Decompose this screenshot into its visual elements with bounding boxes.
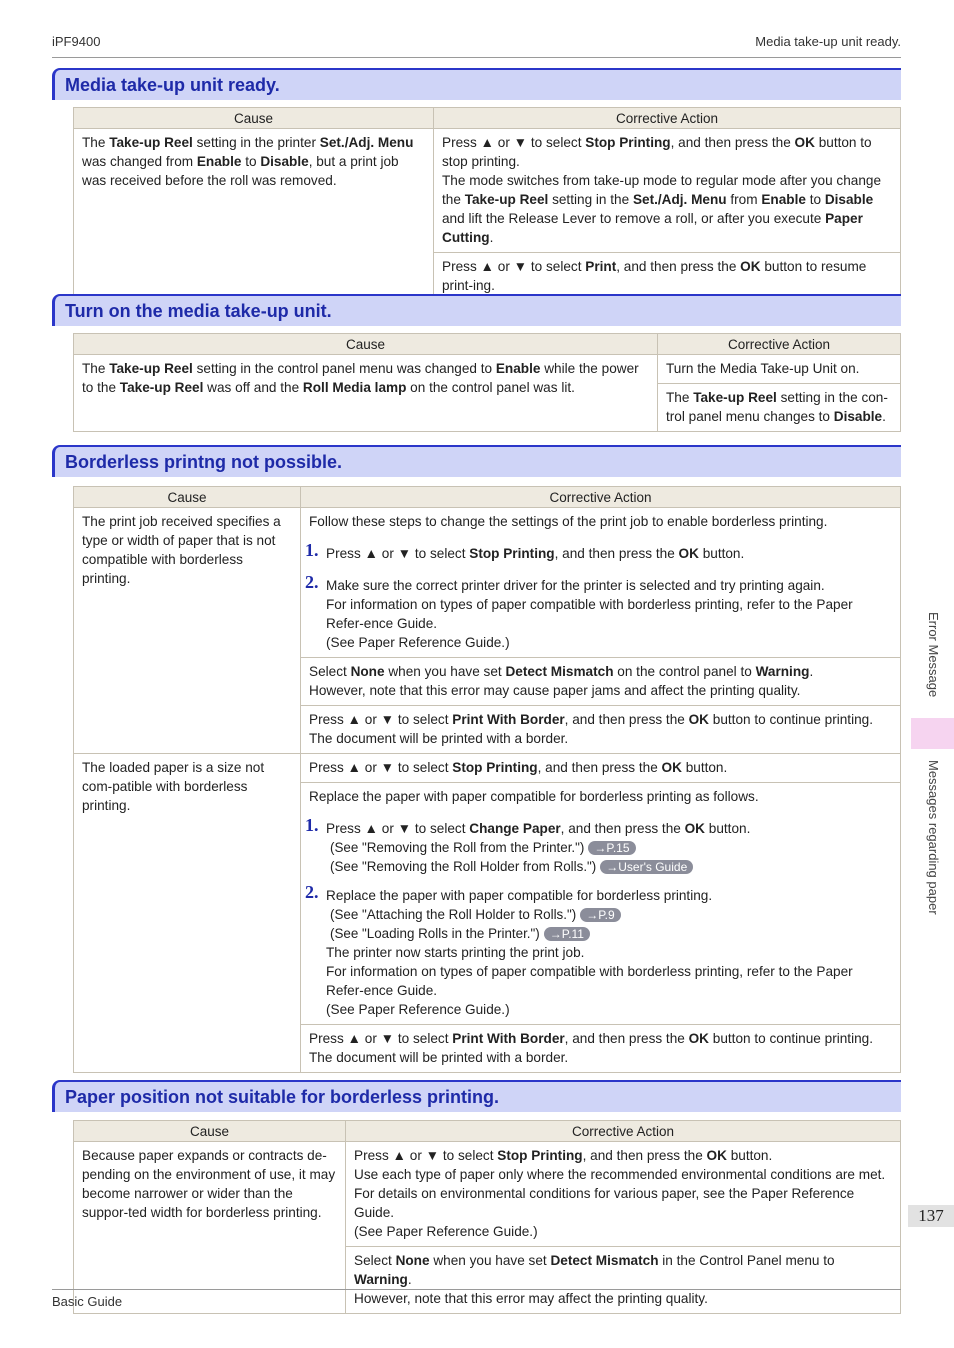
step-number: 1. (305, 540, 319, 560)
action-cell: Select None when you have set Detect Mismatch on the control panel to Warning. However, note that this error may cause paper jams and affect the printing quality. (301, 658, 901, 706)
cause-cell: The print job received specifies a type or width of paper that is not compatible with borderless printing. (74, 508, 301, 754)
action-cell: Press ▲ or ▼ to select Stop Printing, and then press the OK button. Use each type of paper only where the recommended environmental conditions are met. For details on environmental conditions for various paper, see the Paper Reference Guide. (See Paper Reference Guide.) (346, 1142, 901, 1247)
cause-action-table (73, 333, 901, 432)
step-item (305, 882, 892, 1019)
step-item (305, 540, 892, 563)
page-link[interactable]: →P.9 (580, 908, 620, 922)
action-cell: Press ▲ or ▼ to select Stop Printing, and then press the OK button. (301, 754, 901, 783)
section-heading (52, 1080, 901, 1112)
column-header-action: Corrective Action (658, 334, 901, 355)
action-cell: The Take-up Reel setting in the con-trol panel menu changes to Disable. (658, 384, 901, 432)
column-header-action: Corrective Action (346, 1121, 901, 1142)
page-link[interactable]: →User's Guide (600, 860, 693, 874)
step-item (305, 815, 892, 876)
column-header-cause: Cause (74, 108, 434, 129)
header-divider (52, 57, 901, 58)
action-intro: Replace the paper with paper compatible for borderless printing as follows. (309, 789, 759, 804)
cause-action-table (73, 486, 901, 1073)
footer-divider (52, 1289, 901, 1290)
see-text: (See "Loading Rolls in the Printer.") (330, 926, 540, 941)
section-heading (52, 68, 901, 100)
section-heading (52, 294, 901, 326)
page-link[interactable]: →P.11 (544, 927, 590, 941)
step-number: 2. (305, 572, 319, 592)
action-cell (301, 508, 901, 658)
column-header-cause: Cause (74, 334, 658, 355)
action-cell (301, 783, 901, 1025)
cause-cell: The loaded paper is a size not com-patible with borderless printing. (74, 754, 301, 1073)
see-text: (See "Attaching the Roll Holder to Rolls.") (330, 907, 577, 922)
section-paper-position (52, 1080, 901, 1314)
cause-cell: The Take-up Reel setting in the printer Set./Adj. Menu was changed from Enable to Disable, but a print job was received before the roll was removed. (74, 129, 434, 301)
action-cell: Press ▲ or ▼ to select Print, and then press the OK button to resume print-ing. (434, 253, 901, 301)
section-heading (52, 445, 901, 477)
cause-cell: The Take-up Reel setting in the control panel menu was changed to Enable while the power to the Take-up Reel was off and the Roll Media lamp on the control panel was lit. (74, 355, 658, 432)
step-text: Replace the paper with paper compatible for borderless printing. (326, 888, 713, 903)
action-cell: Press ▲ or ▼ to select Stop Printing, and then press the OK button to stop printing. The mode switches from take-up mode to regular mode after you change the Take-up Reel setting in the Set./Adj. Menu from Enable to Disable and lift the Release Lever to remove a roll, or after you execute Paper Cutting. (434, 129, 901, 253)
side-tab-chapter: Error Message (926, 612, 941, 698)
step-note: The printer now starts printing the print job. For information on types of paper compatible with borderless printing, refer to the Paper Refer-ence Guide. (See Paper Reference Guide.) (326, 945, 853, 1017)
page-link[interactable]: →P.15 (588, 841, 635, 855)
section-media-take-up-ready (52, 68, 901, 301)
step-item (305, 572, 892, 652)
section-title: Paper position not suitable for borderless printing. (65, 1087, 500, 1107)
step-number: 2. (305, 882, 319, 902)
section-title: Borderless printng not possible. (65, 452, 343, 472)
side-tab-marker (911, 718, 954, 749)
action-cell: Turn the Media Take-up Unit on. (658, 355, 901, 384)
see-reference (326, 905, 892, 924)
section-title: Media take-up unit ready. (65, 75, 280, 95)
step-text: Press ▲ or ▼ to select Change Paper, and then press the OK button. (326, 821, 751, 836)
column-header-action: Corrective Action (301, 487, 901, 508)
page-number: 137 (908, 1205, 954, 1227)
header-product-name: iPF9400 (52, 34, 101, 49)
section-borderless-not-possible (52, 445, 901, 1073)
step-number: 1. (305, 815, 319, 835)
see-text: (See "Removing the Roll from the Printer.") (330, 840, 585, 855)
header-running-title: Media take-up unit ready. (755, 34, 901, 49)
column-header-cause: Cause (74, 1121, 346, 1142)
see-text: (See "Removing the Roll Holder from Rolls.") (330, 859, 597, 874)
cause-action-table (73, 107, 901, 301)
action-intro: Follow these steps to change the settings of the print job to enable borderless printing. (309, 514, 828, 529)
see-reference (326, 857, 892, 876)
step-text: Press ▲ or ▼ to select Stop Printing, and then press the OK button. (326, 546, 745, 561)
see-reference (326, 838, 892, 857)
see-reference (326, 924, 892, 943)
action-cell: Press ▲ or ▼ to select Print With Border, and then press the OK button to continue printing. The document will be printed with a border. (301, 706, 901, 754)
step-text: Make sure the correct printer driver for the printer is selected and try printing again. For information on types of paper compatible with borderless printing, refer to the Paper Refer-ence Guide. (See Paper Reference Guide.) (326, 578, 853, 650)
section-turn-on-take-up (52, 294, 901, 432)
section-title: Turn on the media take-up unit. (65, 301, 332, 321)
column-header-action: Corrective Action (434, 108, 901, 129)
action-cell: Press ▲ or ▼ to select Print With Border, and then press the OK button to continue printing. The document will be printed with a border. (301, 1025, 901, 1073)
side-tab-section: Messages regarding paper (926, 760, 941, 915)
cause-action-table (73, 1120, 901, 1314)
footer-title: Basic Guide (52, 1294, 123, 1309)
column-header-cause: Cause (74, 487, 301, 508)
action-cell: Select None when you have set Detect Mismatch in the Control Panel menu to Warning. However, note that this error may affect the printing quality. (346, 1247, 901, 1314)
cause-cell: Because paper expands or contracts de-pending on the environment of use, it may become narrower or wider than the suppor-ted width for borderless printing. (74, 1142, 346, 1314)
